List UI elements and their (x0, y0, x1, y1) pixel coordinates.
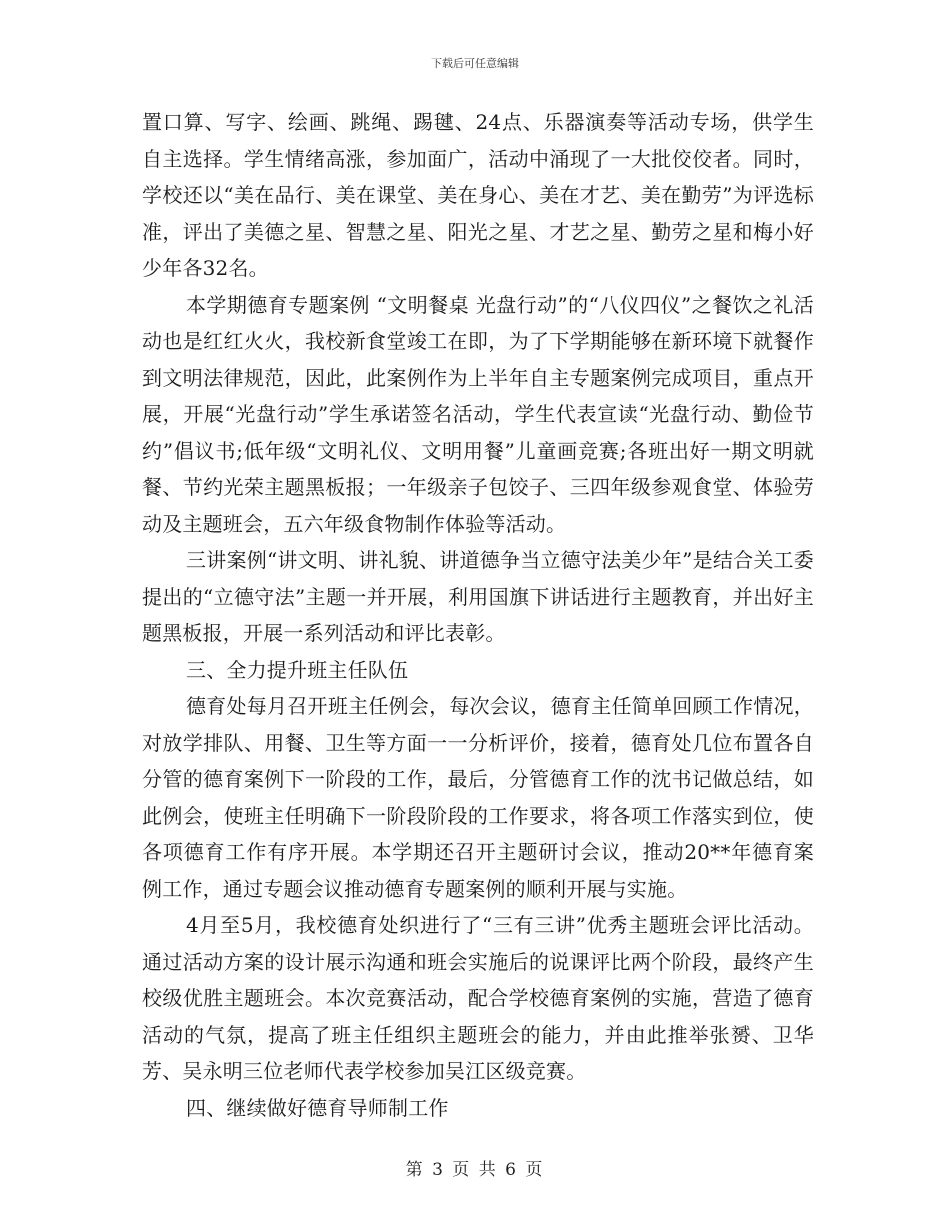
section-heading-3: 三、全力提升班主任队伍 (186, 657, 409, 682)
document-body (142, 104, 814, 1126)
paragraph-3: 三讲案例“讲文明、讲礼貌、讲道德争当立德守法美少年”是结合关工委提出的“立德守法”主题一并开展，利用国旗下讲话进行主题教育，并出好主题黑板报，开展一系列活动和评比表彰。 (142, 548, 814, 645)
paragraph-5: 4月至5月，我校德育处织进行了“三有三讲”优秀主题班会评比活动。通过活动方案的设计展示沟通和班会实施后的说课评比两个阶段，最终产生校级优胜主题班会。本次竞赛活动，配合学校德育案例的实施，营造了德育活动的气氛，提高了班主任组织主题班会的能力，并由此推举张赟、卫华芳、吴永明三位老师代表学校参加吴江区级竞赛。 (142, 913, 814, 1083)
page-number-footer: 第 3 页 共 6 页 (405, 1160, 545, 1180)
paragraph-2: 本学期德育专题案例 “文明餐桌 光盘行动”的“八仪四仪”之餐饮之礼活动也是红红火火，我校新食堂竣工在即，为了下学期能够在新环境下就餐作到文明法律规范，因此，此案例作为上半年自主专题案例完成项目，重点开展，开展“光盘行动”学生承诺签名活动，学生代表宣读“光盘行动、勤俭节约”倡议书;低年级“文明礼仪、文明用餐”儿童画竞赛;各班出好一期文明就餐、节约光荣主题黑板报；一年级亲子包饺子、三四年级参观食堂、体验劳动及主题班会，五六年级食物制作体验等活动。 (142, 292, 814, 536)
header-note: 下载后可任意编辑 (431, 57, 519, 70)
section-heading-4: 四、继续做好德育导师制工作 (186, 1095, 449, 1120)
paragraph-4: 德育处每月召开班主任例会，每次会议，德育主任简单回顾工作情况，对放学排队、用餐、卫生等方面一一分析评价，接着，德育处几位布置各自分管的德育案例下一阶段的工作，最后，分管德育工作的沈书记做总结，如此例会，使班主任明确下一阶段阶段的工作要求，将各项工作落实到位，使各项德育工作有序开展。本学期还召开主题研讨会议，推动20**年德育案例工作，通过专题会议推动德育专题案例的顺利开展与实施。 (142, 694, 814, 901)
paragraph-1: 置口算、写字、绘画、跳绳、踢毽、24点、乐器演奏等活动专场，供学生自主选择。学生情绪高涨，参加面广，活动中涌现了一大批佼佼者。同时，学校还以“美在品行、美在课堂、美在身心、美在才艺、美在勤劳”为评选标准，评出了美德之星、智慧之星、阳光之星、才艺之星、勤劳之星和梅小好少年各32名。 (142, 110, 814, 280)
